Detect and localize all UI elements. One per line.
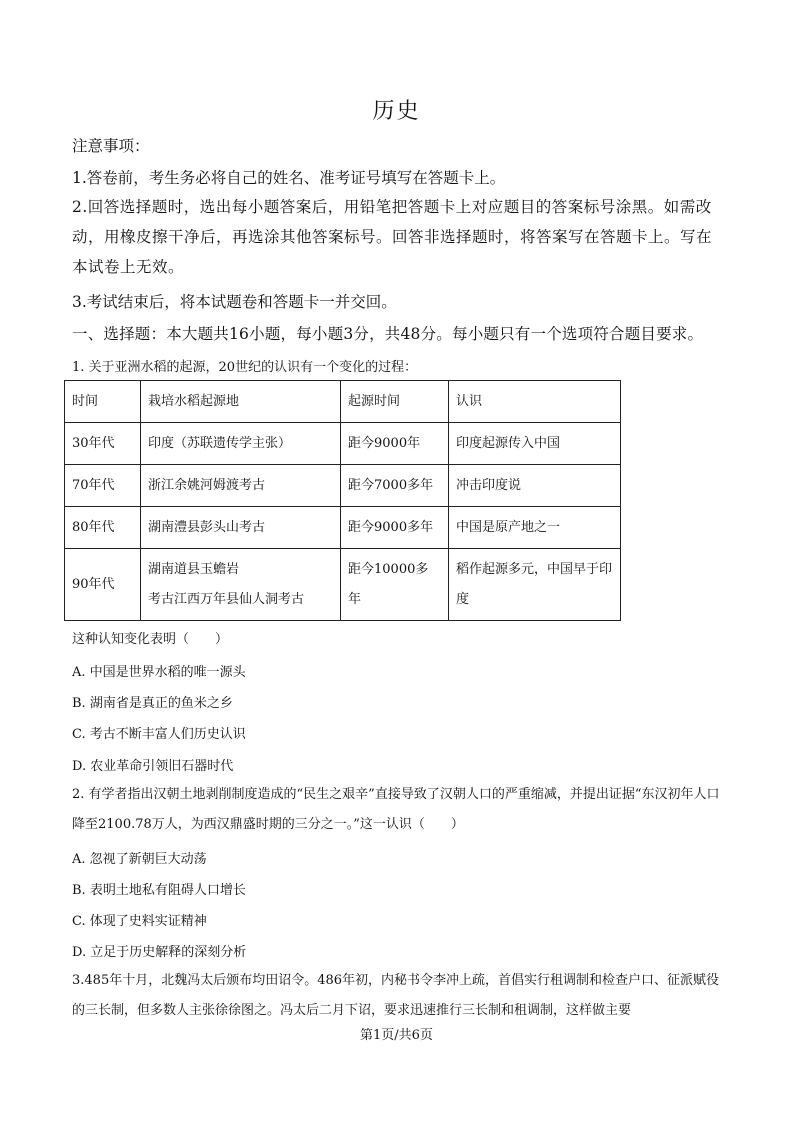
table-cell: 距今10000多年	[341, 549, 449, 621]
table-row	[65, 507, 621, 549]
table-row	[65, 465, 621, 507]
question-1-prompt: 这种认知变化表明（ ）	[72, 632, 229, 647]
q2-option-d: D. 立足于历史解释的深刻分析	[72, 945, 247, 960]
table-cell: 印度（苏联遗传学主张）	[141, 423, 341, 465]
table-cell: 冲击印度说	[449, 465, 621, 507]
question-2-stem: 2. 有学者指出汉朝土地剥削制度造成的“民生之艰辛”直接导致了汉朝人口的严重缩减，并提出证据“东汉初年人口降至2100.78万人，为西汉鼎盛时期的三分之一。”这一认识（ ）	[72, 787, 720, 832]
table-cell: 70年代	[65, 465, 141, 507]
table-cell: 浙江余姚河姆渡考古	[141, 465, 341, 507]
table-cell: 印度起源传入中国	[449, 423, 621, 465]
q2-option-a: A. 忽视了新朝巨大动荡	[72, 852, 207, 867]
table-header-cell: 时间	[65, 381, 141, 423]
table-header-cell: 认识	[449, 381, 621, 423]
table-cell: 距今7000多年	[341, 465, 449, 507]
q1-option-b: B. 湖南省是真正的鱼米之乡	[72, 696, 233, 711]
page-footer: 第1页/共6页	[360, 1028, 433, 1043]
section-heading: 一、选择题：本大题共16小题，每小题3分，共48分。每小题只有一个选项符合题目要求。	[72, 325, 704, 343]
page-title: 历史	[372, 99, 421, 124]
notice-item-1: 1.答卷前，考生务必将自己的姓名、准考证号填写在答题卡上。	[72, 169, 506, 187]
table-cell	[141, 549, 341, 621]
table-cell: 稻作起源多元，中国早于印度	[449, 549, 621, 621]
table-cell: 中国是原产地之一	[449, 507, 621, 549]
rice-origin-table	[64, 380, 621, 621]
table-cell: 湖南澧县彭头山考古	[141, 507, 341, 549]
question-1-stem: 1. 关于亚洲水稻的起源，20世纪的认识有一个变化的过程：	[72, 360, 418, 375]
table-cell: 30年代	[65, 423, 141, 465]
table-cell: 距今9000多年	[341, 507, 449, 549]
table-header-cell: 栽培水稻起源地	[141, 381, 341, 423]
q1-option-a: A. 中国是世界水稻的唯一源头	[72, 665, 246, 680]
table-row	[65, 423, 621, 465]
q1-option-c: C. 考古不断丰富人们历史认识	[72, 727, 246, 742]
question-3-stem: 3.485年十月，北魏冯太后颁布均田诏令。486年初，内秘书令李冲上疏，首倡实行租调制和检查户口、征派赋役的三长制，但多数人主张徐徐图之。冯太后二月下诏，要求迅速推行三长制和租调制，这样做主要	[72, 973, 720, 1018]
notice-item-2: 2.回答选择题时，选出每小题答案后，用铅笔把答题卡上对应题目的答案标号涂黑。如需改动，用橡皮擦干净后，再选涂其他答案标号。回答非选择题时，将答案写在答题卡上。写在本试卷上无效。	[72, 198, 713, 276]
table-cell-line: 湖南道县玉蟾岩	[148, 561, 240, 577]
table-cell: 80年代	[65, 507, 141, 549]
table-cell-line: 考古江西万年县仙人洞考古	[148, 591, 305, 607]
table-header-row	[65, 381, 621, 423]
table-row	[65, 549, 621, 621]
q2-option-c: C. 体现了史料实证精神	[72, 914, 207, 929]
q1-option-d: D. 农业革命引领旧石器时代	[72, 759, 234, 774]
q2-option-b: B. 表明土地私有阻碍人口增长	[72, 883, 246, 898]
notice-item-3: 3.考试结束后，将本试题卷和答题卡一并交回。	[72, 293, 397, 311]
table-cell: 90年代	[65, 549, 141, 621]
table-cell: 距今9000年	[341, 423, 449, 465]
notice-heading: 注意事项：	[72, 137, 150, 155]
table-header-cell: 起源时间	[341, 381, 449, 423]
